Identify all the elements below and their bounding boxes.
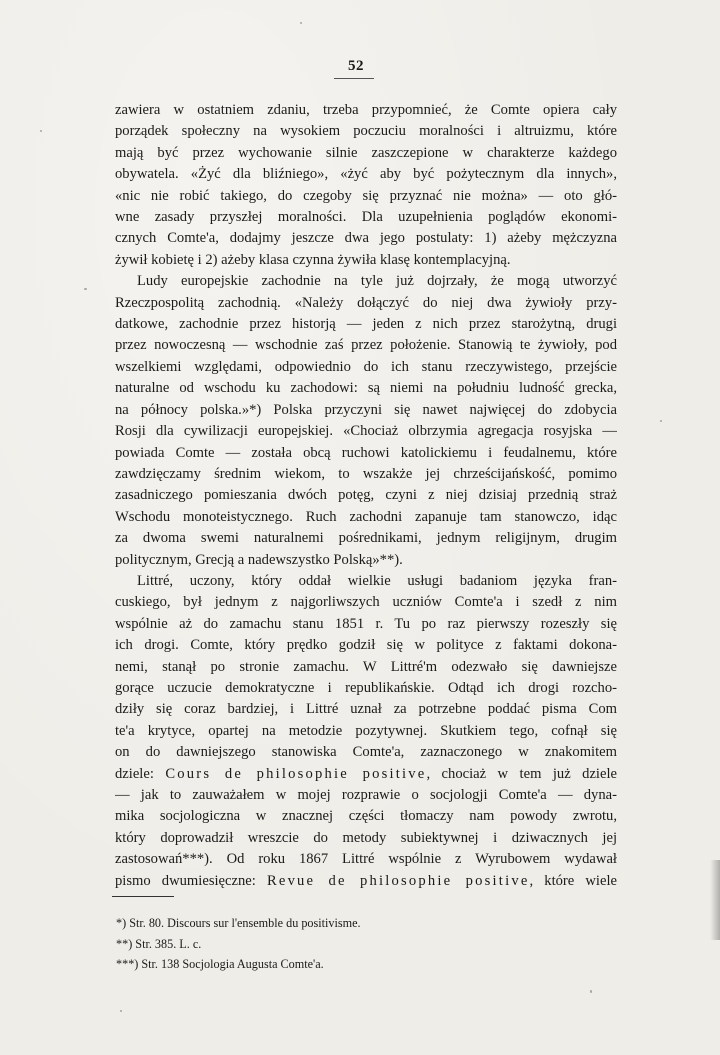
paper-speck xyxy=(660,420,662,422)
text-line: ich drogi. Comte, który prędko godził się w polityce z faktami dokona- xyxy=(115,637,617,654)
text-line: zastosowań***). Od roku 1867 Littré wspólnie z Wyrubowem wydawał xyxy=(115,851,617,868)
text-line: gorące uczucie demokratyczne i republikańskie. Odtąd ich drogi rozcho- xyxy=(115,679,617,696)
text-line: — jak to zauważałem w mojej rozprawie o socjologji Comte'a — dyna- xyxy=(115,787,617,803)
footnote: ***) Str. 138 Socjologia Augusta Comte'a. xyxy=(116,957,324,971)
text-line: obywatela. «Żyć dla bliźniego», «żyć aby być pożytecznym dla innych», xyxy=(115,166,617,183)
text-line: wspólnie aż do zamachu stanu 1851 r. Tu po raz pierwszy rozeszły się xyxy=(115,615,617,632)
text-line: żywił kobietę i 2) ażeby klasa czynna żywiła klasę kontemplacyjną. xyxy=(115,251,511,268)
text-line: mika socjologiczna w znacznej części tłomaczy nam powody zwrotu, xyxy=(115,808,617,825)
text-segment: , chociaż w tem już dziele xyxy=(426,765,617,782)
text-line: zawiera w ostatniem zdaniu, trzeba przypomnieć, że Comte opiera cały xyxy=(115,102,617,118)
text-line: cuskiego, był jednym z najgorliwszych uczniów Comte'a i szedł z nim xyxy=(115,594,617,611)
page-number-rule xyxy=(334,78,374,79)
book-title-cours: Cours de philosophie positive xyxy=(165,765,427,782)
text-line: porządek społeczny na wysokiem poczuciu moralności i altruizmu, które xyxy=(115,123,617,140)
text-line: naturalne od wschodu ku zachodowi: są niemi na południu ludność grecka, xyxy=(115,380,617,397)
paper-speck xyxy=(120,1010,122,1012)
text-line: datkowe, zachodnie przez historją — jeden z nich przez starożytną, drugi xyxy=(115,316,617,333)
text-line: cznych Comte'a, dodajmy jeszcze dwa jego postulaty: 1) ażeby mężczyzna xyxy=(115,230,617,247)
text-line: mają być przez wychowanie silnie zaszczepione w charakterze każdego xyxy=(115,144,617,161)
text-line: za dwoma swemi naturalnemi pośrednikami, jednym religijnym, drugim xyxy=(115,530,617,547)
body-text xyxy=(115,100,617,892)
text-line: «nic nie robić takiego, do czegoby się przyznać nie można» — oto głó- xyxy=(115,187,617,204)
footnotes xyxy=(116,913,536,975)
text-line: Littré, uczony, który oddał wielkie usługi badaniom języka fran- xyxy=(137,572,617,589)
journal-title-revue: Revue de philosophie positive xyxy=(266,872,530,889)
paper-speck xyxy=(84,288,87,290)
page-number: 52 xyxy=(348,58,364,74)
footnote: **) Str. 385. L. c. xyxy=(116,936,202,951)
text-line: Ludy europejskie zachodnie na tyle już dojrzały, że mogą utworzyć xyxy=(137,273,617,290)
text-line: wne zasady przyszłej moralności. Dla uzupełnienia poglądów ekonomi- xyxy=(115,209,617,226)
text-line: Rosji dla cywilizacji europejskiej. «Chociaż olbrzymia agregacja rosyjska — xyxy=(115,423,617,440)
text-line: na północy polska.»*) Polska przyczyni się nawet najwięcej do zdobycia xyxy=(115,401,617,418)
text-line xyxy=(115,871,617,892)
footnote: *) Str. 80. Discours sur l'ensemble du positivisme. xyxy=(116,916,361,930)
text-line: który doprowadził wreszcie do metody subiektywnej i dziwacznych jej xyxy=(115,829,617,846)
text-segment: dziele: xyxy=(115,765,166,782)
text-segment: , które wiele xyxy=(529,872,617,889)
text-line: zawdzięczamy średnim wiekom, to wszakże jej chrześcijańskość, pomimo xyxy=(115,465,617,482)
text-line xyxy=(115,764,617,785)
text-line: nemi, stanął po stronie zamachu. W Littré'm odezwało się dawniejsze xyxy=(115,658,617,675)
paper-speck xyxy=(590,990,592,993)
paper-speck xyxy=(300,22,302,24)
footnote-rule xyxy=(112,896,174,897)
text-line: powiada Comte — została obcą ruchowi katolickiemu i feudalnemu, które xyxy=(115,444,617,461)
text-line: politycznym, Grecją a nadewszystko Polską»**). xyxy=(115,551,403,568)
text-line: te'a krytyce, opartej na metodzie pozytywnej. Skutkiem tego, cofnął się xyxy=(115,722,617,739)
text-line: Rzeczpospolitą zachodnią. «Należy dołączyć do niej dwa żywioły przy- xyxy=(115,294,617,311)
text-line: Wschodu monoteistycznego. Ruch zachodni zapanuje tam stanowczo, idąc xyxy=(115,508,617,525)
page-edge-shadow xyxy=(710,860,720,940)
text-line: przez nowoczesną — wschodnie zaś przez położenie. Stanowią te żywioły, pod xyxy=(115,337,617,354)
text-line: zasadniczego pomieszania dwóch potęg, czyni z niej dzisiaj przednią straż xyxy=(115,487,617,504)
text-line: on do dawniejszego stanowiska Comte'a, zaznaczonego w znakomitem xyxy=(115,744,617,761)
paper-speck xyxy=(40,130,42,132)
text-line: dziły się coraz bardziej, i Littré uznał za potrzebne poddać pisma Com xyxy=(115,701,617,718)
text-line: wszelkiemi względami, odpowiednio do ich stanu rzeczywistego, przejście xyxy=(115,358,617,375)
text-segment: pismo dwumiesięczne: xyxy=(115,872,267,889)
